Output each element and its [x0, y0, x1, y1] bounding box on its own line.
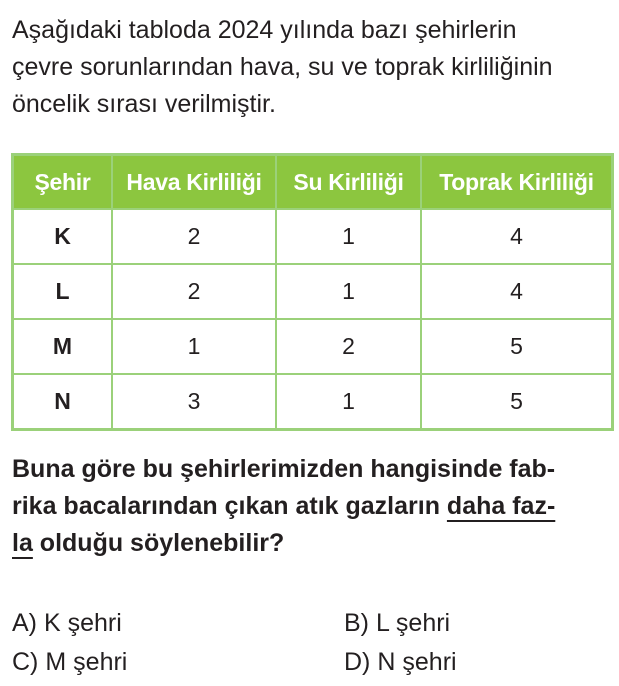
water-cell: 1	[276, 209, 421, 264]
option-d[interactable]	[344, 645, 457, 679]
soil-cell: 4	[421, 209, 613, 264]
option-letter: D)	[344, 648, 371, 676]
city-cell: N	[13, 374, 113, 430]
city-cell: L	[13, 264, 113, 319]
air-cell: 2	[112, 209, 276, 264]
table-row	[13, 209, 613, 264]
air-cell: 1	[112, 319, 276, 374]
option-text: K şehri	[44, 609, 122, 637]
header-air-pollution: Hava Kirliliği	[112, 155, 276, 210]
city-cell: M	[13, 319, 113, 374]
header-soil-pollution: Toprak Kirliliği	[421, 155, 613, 210]
header-water-pollution: Su Kirliliği	[276, 155, 421, 210]
option-a[interactable]	[12, 606, 122, 640]
pollution-table	[11, 153, 614, 431]
question-intro	[12, 12, 612, 123]
option-b[interactable]	[344, 606, 450, 640]
water-cell: 1	[276, 264, 421, 319]
question-text: olduğu söylenebilir?	[32, 529, 285, 557]
question-line	[12, 525, 612, 562]
water-cell: 2	[276, 319, 421, 374]
question-stem	[12, 451, 612, 562]
table-row	[13, 319, 613, 374]
intro-line: Aşağıdaki tabloda 2024 yılında bazı şehirlerin	[12, 16, 517, 44]
intro-line: çevre sorunlarından hava, su ve toprak kirliliğinin	[12, 53, 553, 81]
water-cell: 1	[276, 374, 421, 430]
option-letter: C)	[12, 648, 39, 676]
option-text: N şehri	[377, 648, 457, 676]
air-cell: 2	[112, 264, 276, 319]
soil-cell: 5	[421, 374, 613, 430]
city-cell: K	[13, 209, 113, 264]
question-line: Buna göre bu şehirlerimizden hangisinde fab-	[12, 455, 556, 483]
option-c[interactable]	[12, 645, 127, 679]
question-line	[12, 488, 612, 525]
option-text: L şehri	[376, 609, 451, 637]
underlined-emphasis: daha faz-	[446, 492, 556, 520]
table-header-row	[13, 155, 613, 210]
question-text: rika bacalarından çıkan atık gazların	[12, 492, 447, 520]
table-row	[13, 374, 613, 430]
option-letter: A)	[12, 609, 37, 637]
header-city: Şehir	[13, 155, 113, 210]
intro-line: öncelik sırası verilmiştir.	[12, 90, 276, 118]
table-row	[13, 264, 613, 319]
soil-cell: 4	[421, 264, 613, 319]
option-letter: B)	[344, 609, 369, 637]
soil-cell: 5	[421, 319, 613, 374]
underlined-emphasis: la	[12, 529, 33, 557]
option-text: M şehri	[45, 648, 128, 676]
air-cell: 3	[112, 374, 276, 430]
